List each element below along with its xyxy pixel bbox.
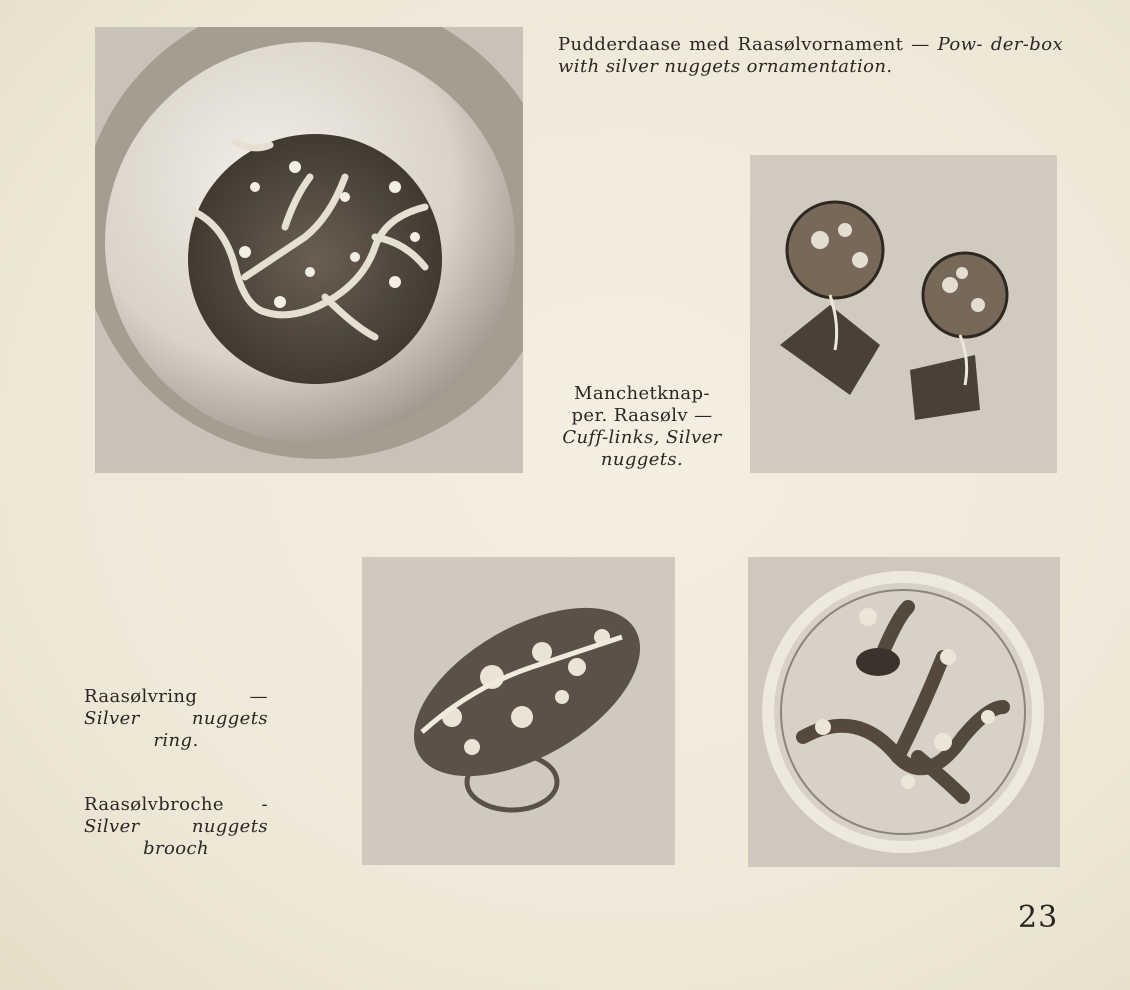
ring-caption-line3: ring. xyxy=(153,730,199,751)
ring-image xyxy=(362,557,675,865)
powder-box-caption-danish: Pudderdaase med Raasølvornament — xyxy=(558,34,930,55)
brooch-caption xyxy=(84,794,268,860)
brooch-caption-line3: brooch xyxy=(143,838,209,859)
cufflinks-photo xyxy=(750,155,1057,473)
brooch-image xyxy=(748,557,1060,867)
powder-box-image xyxy=(95,27,523,473)
cufflinks-caption-line2: per. Raasølv — xyxy=(571,405,713,426)
ring-photo xyxy=(362,557,675,865)
powder-box-caption xyxy=(558,34,1063,78)
brooch-caption-line2: Silver nuggets xyxy=(84,816,268,837)
powder-box-caption-english-a: Pow- xyxy=(937,34,983,55)
powder-box-photo xyxy=(95,27,523,473)
cufflinks-caption-line4: nuggets. xyxy=(600,449,684,470)
cufflinks-image xyxy=(750,155,1057,473)
cufflinks-caption-line3: Cuff-links, Silver xyxy=(562,427,722,448)
brooch-caption-line1: Raasølvbroche - xyxy=(84,794,268,815)
ring-caption-line2: Silver nuggets xyxy=(84,708,268,729)
ring-caption-line1: Raasølvring — xyxy=(84,686,268,707)
cufflinks-caption xyxy=(547,383,737,471)
cufflinks-caption-line1: Manchetknap- xyxy=(574,383,710,404)
ring-caption xyxy=(84,686,268,752)
brooch-photo xyxy=(748,557,1060,867)
page-number: 23 xyxy=(1018,900,1059,935)
powder-box-caption-english-b: der-box with silver nuggets ornamentation. xyxy=(558,34,1064,77)
